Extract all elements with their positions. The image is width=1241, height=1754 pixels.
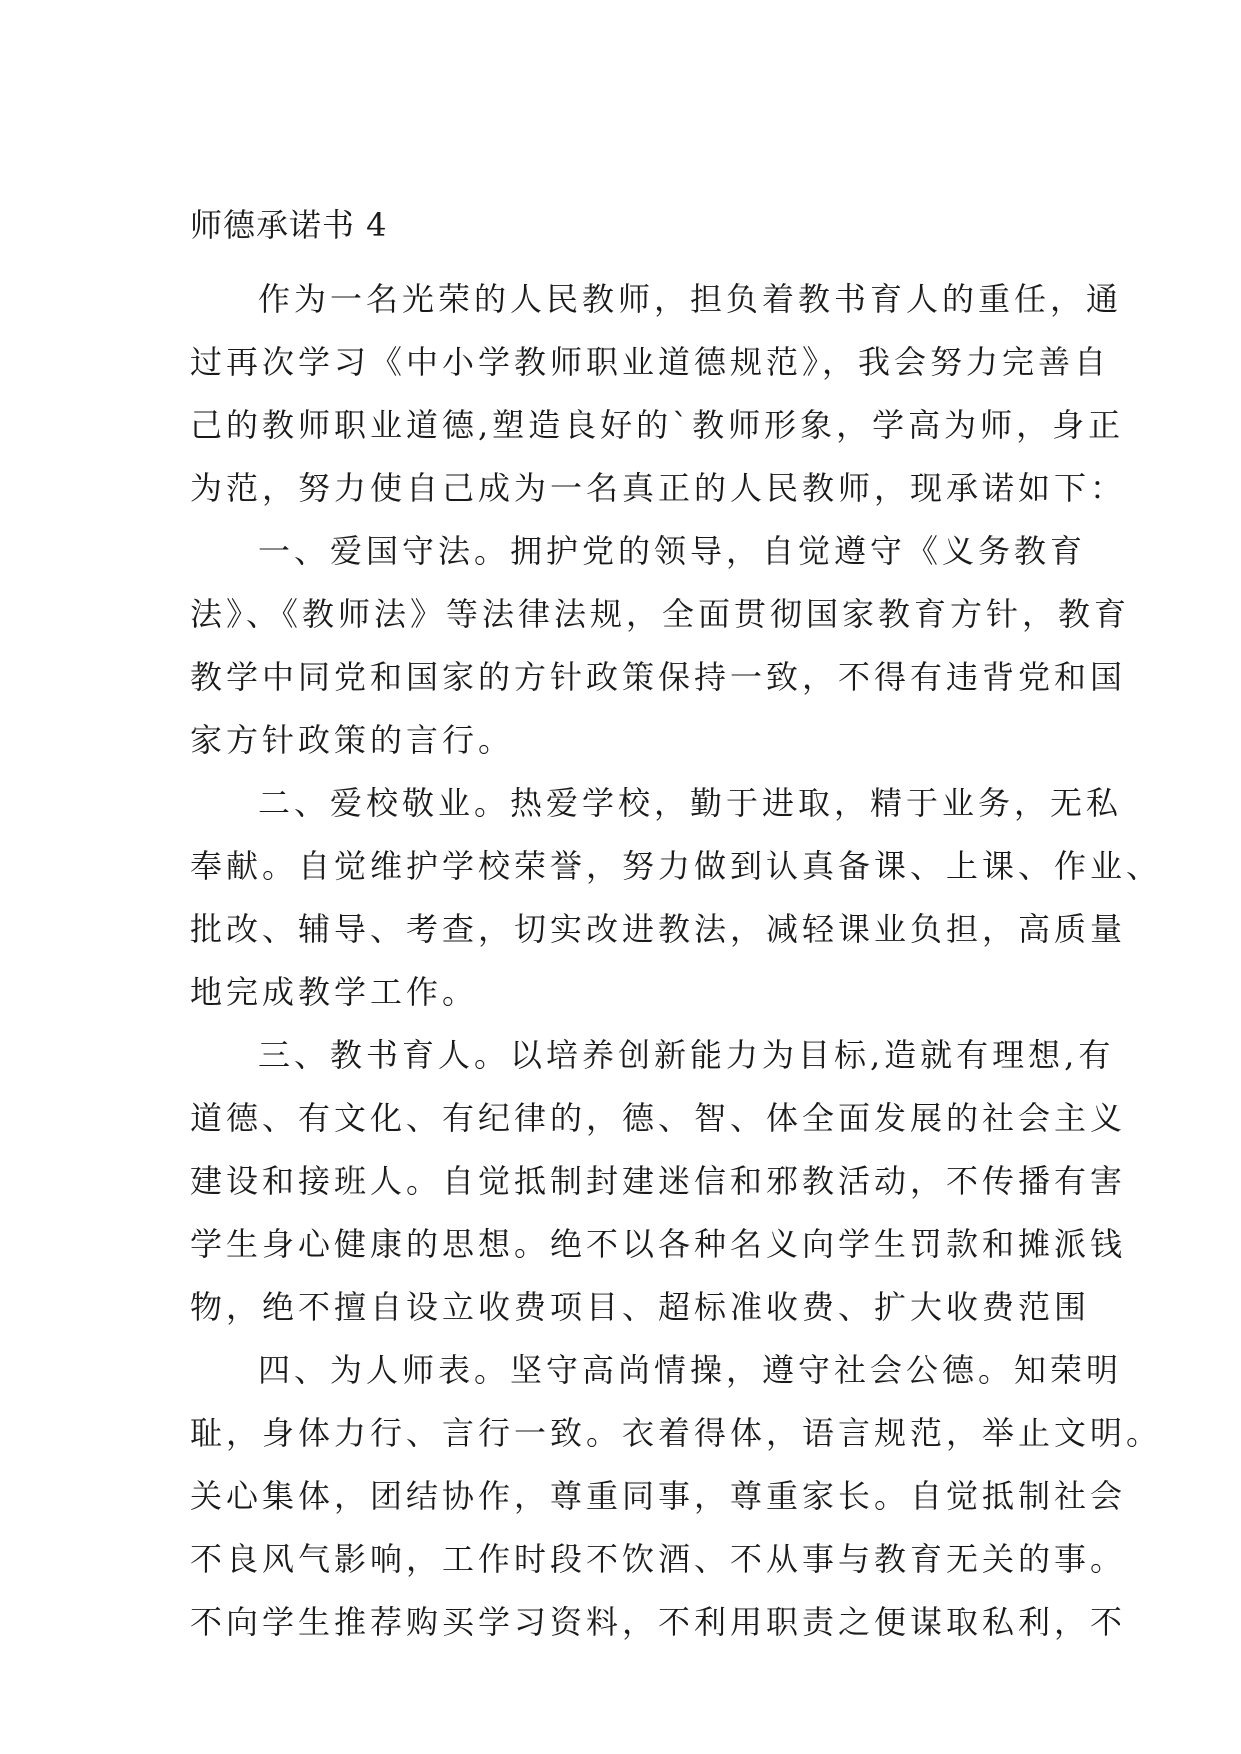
paragraph-line: 三、教书育人。以培养创新能力为目标,造就有理想,有 [258,1036,1115,1074]
paragraph-line: 过再次学习《中小学教师职业道德规范》，我会努力完善自 [190,343,1111,381]
paragraph-line: 批改、辅导、考查，切实改进教法，减轻课业负担，高质量 [190,910,1127,948]
paragraph-line: 一、爱国守法。拥护党的领导，自觉遵守《义务教育 [258,532,1087,570]
document-body [190,268,1163,1654]
paragraph-line: 四、为人师表。坚守高尚情操，遵守社会公德。知荣明 [258,1351,1123,1389]
paragraph-line: 不向学生推荐购买学习资料，不利用职责之便谋取私利，不 [190,1603,1127,1641]
paragraph-line: 法》、《教师法》等法律法规，全面贯彻国家教育方针，教育 [190,595,1131,633]
paragraph-line: 作为一名光荣的人民教师，担负着教书育人的重任，通 [258,280,1123,318]
paragraph-line: 关心集体，团结协作，尊重同事，尊重家长。自觉抵制社会 [190,1477,1127,1515]
paragraph-line: 地完成教学工作。 [190,973,479,1011]
paragraph-line: 为范，努力使自己成为一名真正的人民教师，现承诺如下： [190,469,1127,507]
paragraph-line: 学生身心健康的思想。绝不以各种名义向学生罚款和摊派钱 [190,1225,1127,1263]
paragraph-line: 奉献。自觉维护学校荣誉，努力做到认真备课、上课、作业、 [190,847,1163,885]
paragraph-line: 建设和接班人。自觉抵制封建迷信和邪教活动，不传播有害 [190,1162,1127,1200]
paragraph-line: 二、爱校敬业。热爱学校，勤于进取，精于业务，无私 [258,784,1123,822]
paragraph-line: 不良风气影响，工作时段不饮酒、不从事与教育无关的事。 [190,1540,1127,1578]
paragraph-line: 家方针政策的言行。 [190,721,515,759]
paragraph-line: 物，绝不擅自设立收费项目、超标准收费、扩大收费范围 [190,1288,1091,1326]
paragraph-line: 道德、有文化、有纪律的，德、智、体全面发展的社会主义 [190,1099,1127,1137]
paragraph-line: 己的教师职业道德,塑造良好的`教师形象，学高为师，身正 [190,406,1125,444]
document-title: 师德承诺书 4 [190,206,388,244]
paragraph-line: 教学中同党和国家的方针政策保持一致，不得有违背党和国 [190,658,1127,696]
paragraph-line: 耻，身体力行、言行一致。衣着得体，语言规范，举止文明。 [190,1414,1163,1452]
